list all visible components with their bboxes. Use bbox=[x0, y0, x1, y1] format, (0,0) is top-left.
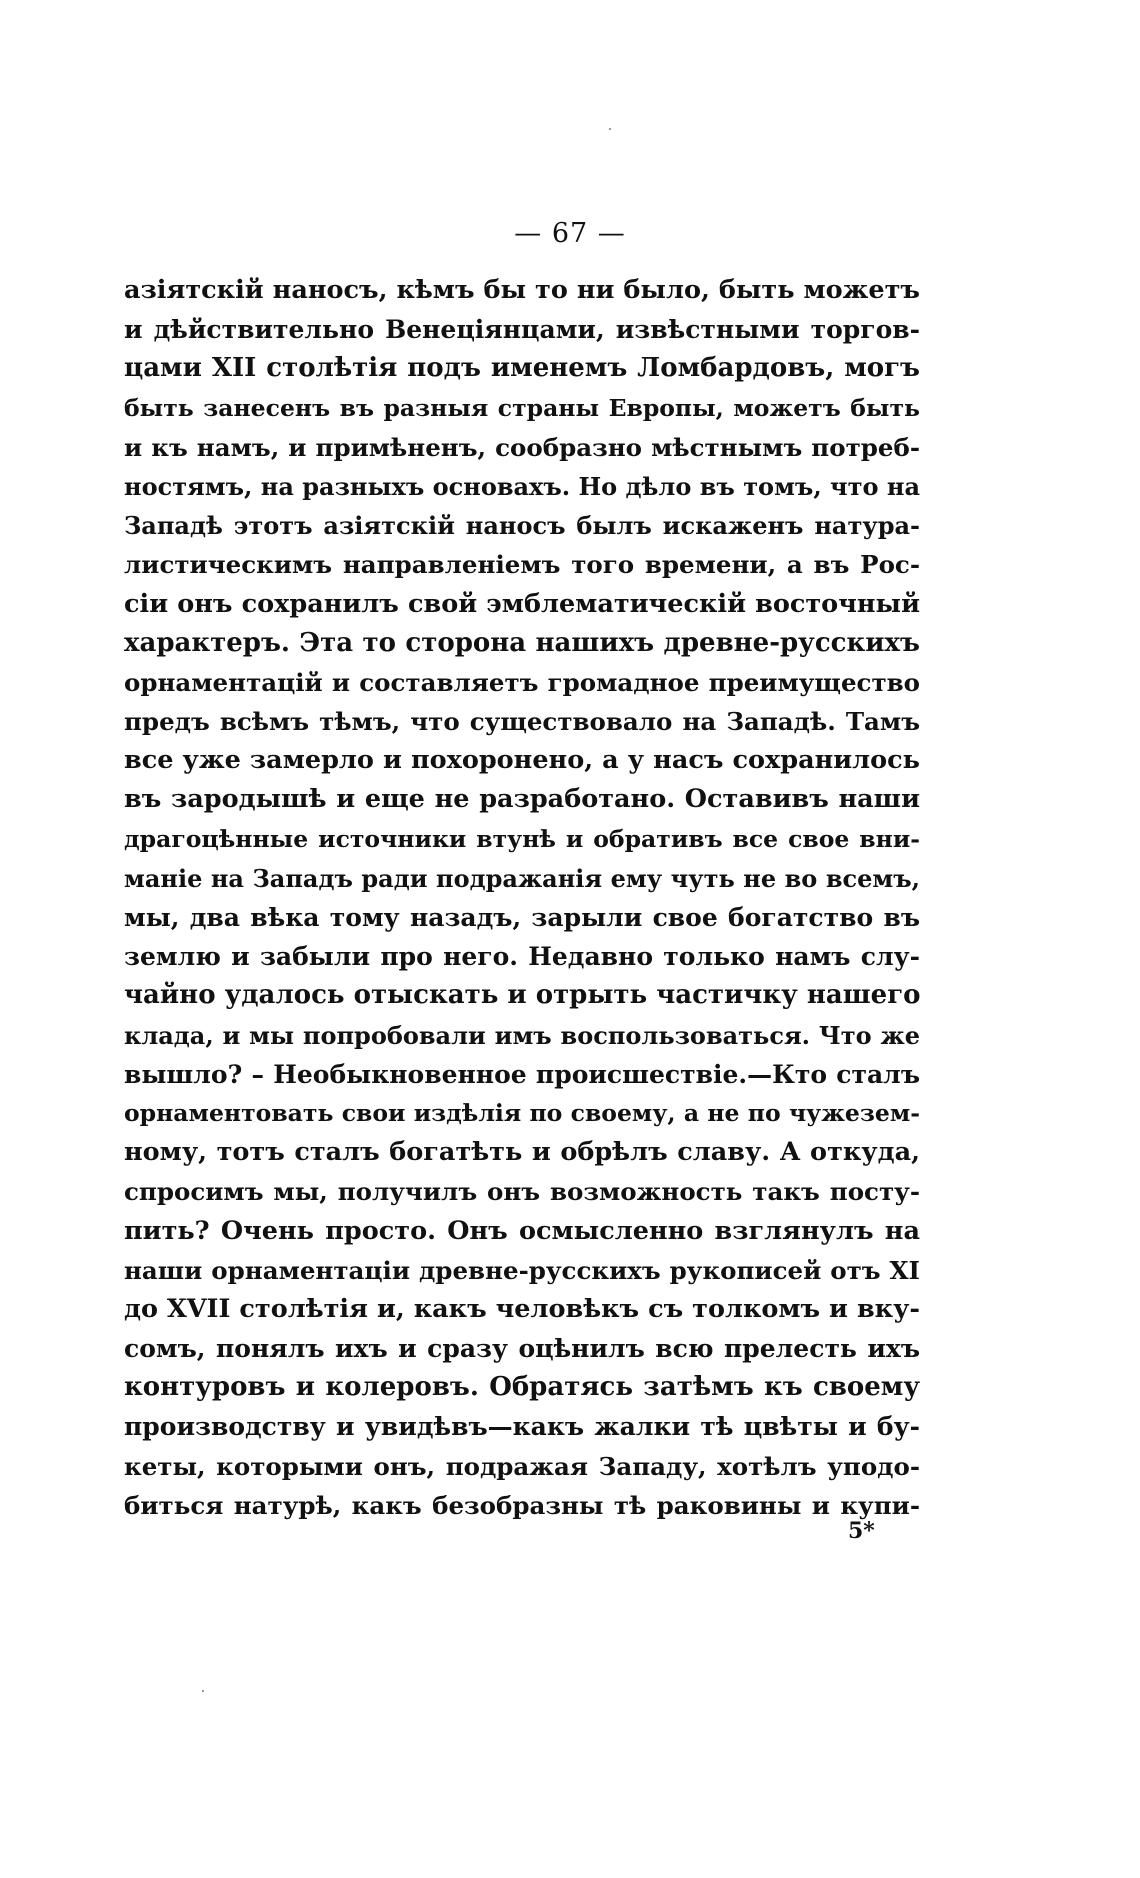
text-line: характеръ. Эта то сторона нашихъ древне-русскихъ bbox=[124, 627, 920, 658]
text-line: до XVII столѣтія и, какъ человѣкъ съ толкомъ и вку- bbox=[124, 1293, 920, 1324]
text-line: пить? Очень просто. Онъ осмысленно взглянулъ на bbox=[124, 1215, 920, 1246]
text-line: ностямъ, на разныхъ основахъ. Но дѣло въ томъ, что на bbox=[124, 471, 920, 501]
text-line: драгоцѣнные источники втунѣ и обративъ все свое вни- bbox=[124, 824, 920, 853]
text-line: орнаментацій и составляетъ громадное преимущество bbox=[124, 667, 920, 697]
text-line: клада, и мы попробовали имъ воспользоваться. Что же bbox=[124, 1020, 920, 1050]
text-line: наши орнаментаціи древне-русскихъ рукописей отъ XI bbox=[124, 1255, 920, 1285]
text-line: Западѣ этотъ азіятскій наносъ былъ искаженъ натура- bbox=[124, 511, 920, 541]
text-line: цами XII столѣтія подъ именемъ Ломбардовъ, могъ bbox=[124, 353, 920, 384]
page-number: — 67 — bbox=[514, 218, 626, 249]
text-line: и къ намъ, и примѣненъ, сообразно мѣстнымъ потреб- bbox=[124, 432, 920, 462]
text-line: листическимъ направленіемъ того времени, а въ Рос- bbox=[124, 550, 920, 580]
text-line: азіятскій наносъ, кѣмъ бы то ни было, быть можетъ bbox=[124, 275, 920, 305]
text-line: все уже замерло и похоронено, а у насъ сохранилось bbox=[124, 745, 920, 776]
text-line: контуровъ и колеровъ. Обратясь затѣмъ къ своему bbox=[124, 1372, 920, 1403]
print-speck bbox=[202, 1690, 204, 1692]
text-line: землю и забыли про него. Недавно только намъ слу- bbox=[124, 942, 920, 972]
text-line: спросимъ мы, получилъ онъ возможность такъ посту- bbox=[124, 1177, 920, 1207]
print-speck bbox=[609, 128, 611, 130]
text-line: производству и увидѣвъ—какъ жалки тѣ цвѣты и бу- bbox=[124, 1412, 920, 1442]
text-line: предъ всѣмъ тѣмъ, что существовало на Западѣ. Тамъ bbox=[124, 707, 920, 737]
body-text bbox=[124, 271, 920, 1525]
text-line: маніе на Западъ ради подражанія ему чуть не во всемъ, bbox=[124, 863, 920, 893]
text-line: орнаментовать свои издѣлія по своему, а не по чужезем- bbox=[124, 1098, 920, 1127]
text-line: мы, два вѣка тому назадъ, зарыли свое богатство въ bbox=[124, 903, 920, 932]
text-line: ному, тотъ сталъ богатѣть и обрѣлъ славу. А откуда, bbox=[124, 1137, 920, 1168]
text-line: сомъ, понялъ ихъ и сразу оцѣнилъ всю прелесть ихъ bbox=[124, 1334, 920, 1364]
text-line: въ зародышѣ и еще не разработано. Оставивъ наши bbox=[124, 784, 920, 815]
text-line: быть занесенъ въ разныя страны Европы, можетъ быть bbox=[124, 393, 920, 422]
text-line: сіи онъ сохранилъ свой эмблематическій восточный bbox=[124, 588, 920, 619]
text-line: кеты, которыми онъ, подражая Западу, хотѣлъ уподо- bbox=[124, 1451, 920, 1481]
text-line: и дѣйствительно Венеціянцами, извѣстными торгов- bbox=[124, 315, 920, 345]
text-line: вышло? – Необыкновенное происшествіе.—Кто сталъ bbox=[124, 1059, 920, 1089]
signature-mark: 5* bbox=[848, 1518, 875, 1544]
text-line: биться натурѣ, какъ безобразны тѣ раковины и купи- bbox=[124, 1490, 920, 1520]
text-line: чайно удалось отыскать и отрыть частичку нашего bbox=[124, 980, 920, 1011]
